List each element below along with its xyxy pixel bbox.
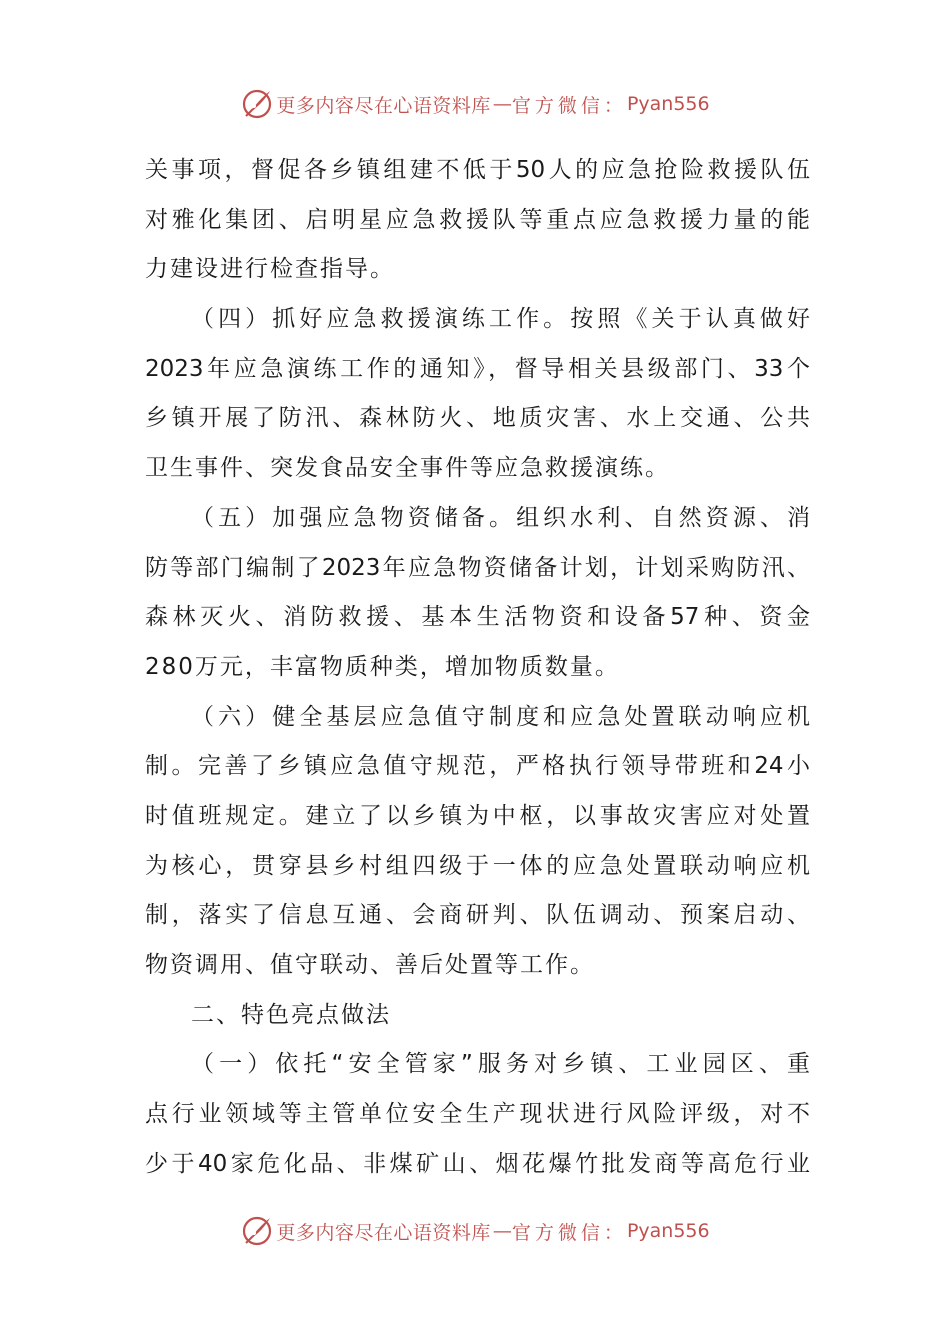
body-line: 为核心，贯穿县乡村组四级于一体的应急处置联动响应机 [145,852,810,879]
body-line: 物资调用、值守联动、善后处置等工作。 [145,952,595,978]
body-line: 制，落实了信息互通、会商研判、队伍调动、预案启动、 [145,902,810,929]
body-line: 力建设进行检查指导。 [145,256,395,283]
watermark-dash: — [492,1220,510,1242]
watermark-wechat-id: Pyan556 [626,93,710,115]
watermark-official-label: 官方微信： [511,94,627,117]
quill-pen-circle-icon [240,87,274,121]
body-line: 关事项，督促各乡镇组建不低于50人的应急抢险救援队伍 [145,157,810,183]
paragraph-start-line: （五）加强应急物资储备。组织水利、自然资源、消 [191,504,810,531]
paragraph-start-line: （六）健全基层应急值守制度和应急处置联动响应机 [191,703,810,730]
body-line: 对雅化集团、启明星应急救援队等重点应急救援力量的能 [145,206,810,233]
watermark-wechat-id: Pyan556 [626,1220,710,1242]
watermark-dash: — [492,93,510,115]
body-line: 森林灭火、消防救援、基本生活物资和设备57种、资金 [145,604,810,631]
header-watermark [0,84,950,124]
paragraph-start-line: （四）抓好应急救援演练工作。按照《关于认真做好 [191,306,810,333]
body-line: 乡镇开展了防汛、森林防火、地质灾害、水上交通、公共 [145,405,810,432]
watermark-brand-text: 更多内容尽在心语资料库 [276,1221,491,1244]
document-body [145,146,810,1189]
section-heading: 二、特色亮点做法 [191,1001,391,1028]
watermark-official-label: 官方微信： [511,1221,627,1244]
body-line: 2023年应急演练工作的通知》，督导相关县级部门、33个 [145,355,810,382]
body-line: 280万元，丰富物质种类，增加物质数量。 [145,653,620,680]
body-line: 少于40家危化品、非煤矿山、烟花爆竹批发商等高危行业 [145,1150,810,1177]
body-line: 点行业领域等主管单位安全生产现状进行风险评级，对不 [145,1101,810,1128]
footer-watermark [0,1211,950,1251]
paragraph-start-line: （一）依托“安全管家”服务对乡镇、工业园区、重 [191,1051,810,1078]
body-line: 卫生事件、突发食品安全事件等应急救援演练。 [145,455,670,482]
body-line: 制。完善了乡镇应急值守规范，严格执行领导带班和24小 [145,753,810,780]
quill-pen-circle-icon [240,1214,274,1248]
body-line: 防等部门编制了2023年应急物资储备计划，计划采购防汛、 [145,554,810,581]
watermark-brand-text: 更多内容尽在心语资料库 [276,94,491,117]
body-line: 时值班规定。建立了以乡镇为中枢，以事故灾害应对处置 [145,802,810,829]
